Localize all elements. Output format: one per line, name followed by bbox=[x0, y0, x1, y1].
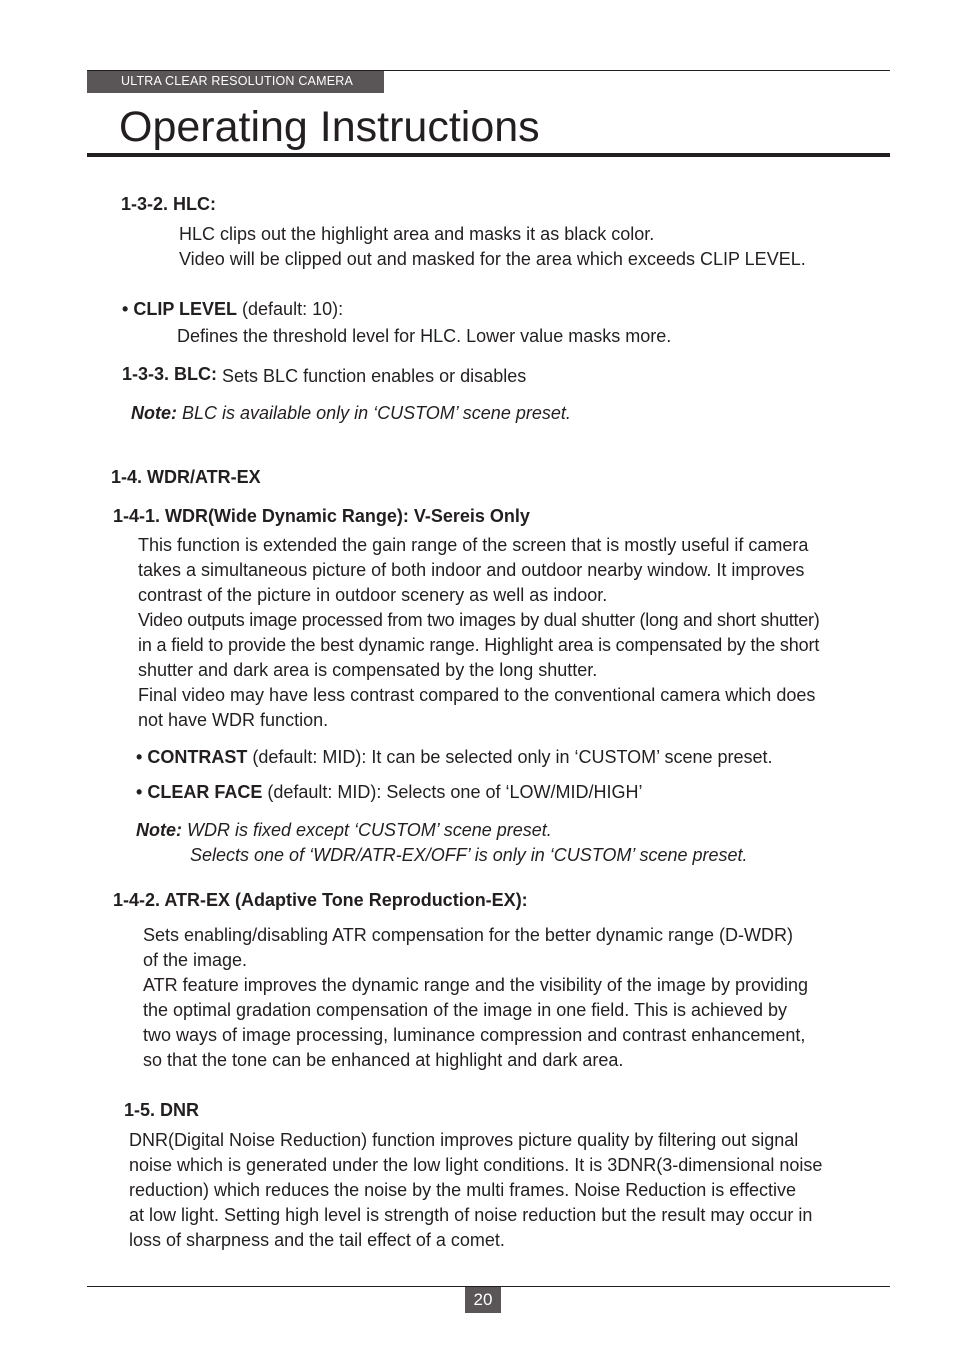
bullet: • bbox=[122, 299, 129, 319]
wdr-atr-heading: 1-4. WDR/ATR-EX bbox=[111, 467, 261, 487]
clear-face-label: CLEAR FACE bbox=[147, 782, 263, 802]
wdr-line: Video outputs image processed from two images by dual shutter (long and short shutter) bbox=[138, 610, 820, 630]
blc-row bbox=[122, 364, 526, 386]
wdr-line: contrast of the picture in outdoor scenery as well as indoor. bbox=[138, 585, 608, 605]
title-rule bbox=[87, 153, 890, 157]
wdr-line: shutter and dark area is compensated by the long shutter. bbox=[138, 660, 598, 680]
dnr-description bbox=[129, 1128, 822, 1253]
contrast-text: (default: MID): It can be selected only in ‘CUSTOM’ scene preset. bbox=[252, 747, 773, 767]
clip-level-description: Defines the threshold level for HLC. Lower value masks more. bbox=[177, 326, 672, 346]
dnr-line: at low light. Setting high level is strength of noise reduction but the result may occur in bbox=[129, 1205, 813, 1225]
clip-level-default: (default: 10): bbox=[242, 299, 344, 319]
wdr-line: not have WDR function. bbox=[138, 710, 329, 730]
wdr-note bbox=[136, 820, 552, 840]
wdr-line: Final video may have less contrast compared to the conventional camera which does bbox=[138, 685, 816, 705]
wdr-heading: 1-4-1. WDR(Wide Dynamic Range): V-Sereis Only bbox=[113, 506, 530, 526]
wdr-note-line: Selects one of ‘WDR/ATR-EX/OFF’ is only in ‘CUSTOM’ scene preset. bbox=[190, 845, 748, 865]
atr-line: two ways of image processing, luminance compression and contrast enhancement, bbox=[143, 1025, 806, 1045]
blc-heading: 1-3-3. BLC: bbox=[122, 364, 218, 384]
hlc-line: Video will be clipped out and masked for the area which exceeds CLIP LEVEL. bbox=[179, 249, 806, 269]
atr-line: so that the tone can be enhanced at highlight and dark area. bbox=[143, 1050, 624, 1070]
clear-face-text: (default: MID): Selects one of ‘LOW/MID/HIGH’ bbox=[267, 782, 643, 802]
page-title: Operating Instructions bbox=[119, 103, 540, 151]
atr-description bbox=[143, 923, 808, 1073]
wdr-line: in a field to provide the best dynamic range. Highlight area is compensated by the short bbox=[138, 635, 820, 655]
note-label: Note: bbox=[136, 820, 182, 840]
dnr-line: DNR(Digital Noise Reduction) function improves picture quality by filtering out signal bbox=[129, 1130, 799, 1150]
product-name: ULTRA CLEAR RESOLUTION CAMERA bbox=[121, 74, 354, 88]
page-number: 20 bbox=[465, 1287, 501, 1313]
atr-line: the optimal gradation compensation of the image in one field. This is achieved by bbox=[143, 1000, 788, 1020]
wdr-line: This function is extended the gain range of the screen that is mostly useful if camera bbox=[138, 535, 809, 555]
atr-line: of the image. bbox=[143, 950, 248, 970]
dnr-line: loss of sharpness and the tail effect of a comet. bbox=[129, 1230, 505, 1250]
dnr-heading: 1-5. DNR bbox=[124, 1100, 200, 1120]
dnr-line: noise which is generated under the low light conditions. It is 3DNR(3-dimensional noise bbox=[129, 1155, 823, 1175]
note-label: Note: bbox=[131, 403, 177, 423]
wdr-note-line: WDR is fixed except ‘CUSTOM’ scene preset. bbox=[187, 820, 552, 840]
atr-line: Sets enabling/disabling ATR compensation for the better dynamic range (D-WDR) bbox=[143, 925, 793, 945]
hlc-line: HLC clips out the highlight area and masks it as black color. bbox=[179, 224, 655, 244]
blc-text: Sets BLC function enables or disables bbox=[222, 366, 527, 386]
clear-face-item bbox=[136, 782, 642, 802]
bullet: • bbox=[136, 747, 143, 767]
atr-line: ATR feature improves the dynamic range and the visibility of the image by providing bbox=[143, 975, 808, 995]
atr-heading: 1-4-2. ATR-EX (Adaptive Tone Reproduction-EX): bbox=[113, 890, 528, 910]
dnr-line: reduction) which reduces the noise by the multi frames. Noise Reduction is effective bbox=[129, 1180, 796, 1200]
hlc-description bbox=[179, 222, 806, 272]
wdr-line: takes a simultaneous picture of both indoor and outdoor nearby window. It improves bbox=[138, 560, 805, 580]
hlc-heading: 1-3-2. HLC: bbox=[121, 194, 217, 214]
contrast-item bbox=[136, 747, 773, 767]
bullet: • bbox=[136, 782, 143, 802]
blc-note-text: BLC is available only in ‘CUSTOM’ scene preset. bbox=[182, 403, 571, 423]
clip-level-label: CLIP LEVEL bbox=[133, 299, 238, 319]
wdr-description bbox=[138, 533, 820, 733]
clip-level-item bbox=[122, 299, 343, 319]
blc-note bbox=[131, 403, 571, 423]
contrast-label: CONTRAST bbox=[147, 747, 248, 767]
